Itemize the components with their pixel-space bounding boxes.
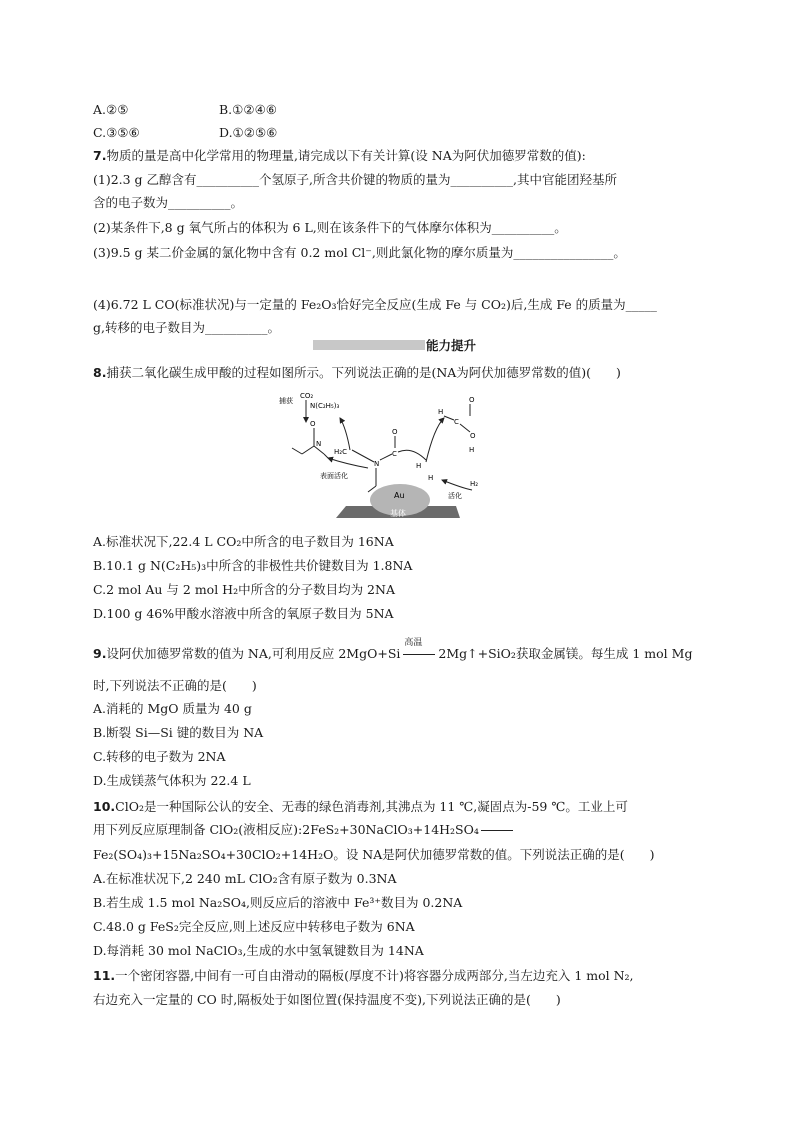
- q10-stem-a: ClO₂是一种国际公认的安全、无毒的绿色消毒剂,其沸点为 11 ℃,凝固点为-59 ℃。工业上可: [115, 799, 628, 814]
- curve-arrow-left: [340, 418, 350, 450]
- fa-bond-3: [460, 424, 470, 432]
- q8-option-a: A.标准状况下,22.4 L CO₂中所含的电子数目为 16NA: [93, 534, 394, 549]
- q11-stem-line: [93, 966, 634, 986]
- q10-option-a: A.在标准状况下,2 240 mL ClO₂含有原子数为 0.3NA: [93, 871, 397, 886]
- q9-option-a: A.消耗的 MgO 质量为 40 g: [93, 701, 252, 716]
- fa-oh-h-label: H: [469, 446, 475, 454]
- q10-option-b: B.若生成 1.5 mol Na₂SO₄,则反应后的溶液中 Fe³⁺数目为 0.2NA: [93, 895, 463, 910]
- activate-label: 活化: [448, 492, 462, 500]
- q10-stem-b: 用下列反应原理制备 ClO₂(液相反应):2FeS₂+30NaClO₃+14H₂SO₄: [93, 822, 479, 837]
- q10-equals-bar: [481, 830, 513, 831]
- q9-condition-sign: [400, 638, 438, 664]
- q10-option-d: D.每消耗 30 mol NaClO₃,生成的水中氢氧键数目为 14NA: [93, 943, 424, 958]
- fa-o-label: O: [470, 432, 476, 440]
- h2-label: H₂: [470, 480, 479, 488]
- q11-stem-a: 一个密闭容器,中间有一可自由滑动的隔板(厚度不计)将容器分成两部分,当左边充入 1 mol N₂,: [115, 968, 634, 983]
- q7-number: 7.: [93, 148, 107, 163]
- capture-label: 捕获: [279, 397, 293, 405]
- q7-part1-b: 含的电子数为__________。: [93, 195, 244, 210]
- q9-stem-line: [93, 638, 693, 664]
- q7-part2: (2)某条件下,8 g 氧气所占的体积为 6 L,则在该条件下的气体摩尔体积为__________。: [93, 220, 567, 235]
- q8-number: 8.: [93, 365, 107, 380]
- section-title: 能力提升: [426, 338, 477, 353]
- mid-o-label: O: [392, 428, 398, 436]
- surface-arrow: [328, 458, 368, 468]
- left-o-label: O: [310, 420, 316, 428]
- q6-option-a: A.②⑤: [93, 102, 129, 117]
- q9-option-d: D.生成镁蒸气体积为 22.4 L: [93, 773, 251, 788]
- q7-part4-a: (4)6.72 L CO(标准状况)与一定量的 Fe₂O₃恰好完全反应(生成 Fe 与 CO₂)后,生成 Fe 的质量为_____: [93, 297, 657, 312]
- q6-option-d: D.①②⑤⑥: [219, 125, 278, 140]
- fa-bond-2: [444, 416, 454, 420]
- q9-number: 9.: [93, 646, 107, 661]
- q9-stem-b: 2Mg↑+SiO₂获取金属镁。每生成 1 mol Mg: [438, 646, 693, 661]
- q9-equals-bar: [403, 654, 435, 655]
- mid-c-label: C: [392, 450, 397, 458]
- h2c-label: H₂C: [334, 448, 347, 456]
- mid-n-label: N: [374, 460, 380, 468]
- q7-part1-a: (1)2.3 g 乙醇含有__________个氢原子,所含共价键的物质的量为__________,其中官能团羟基所: [93, 172, 617, 187]
- q9-stem-a: 设阿伏加德罗常数的值为 NA,可利用反应 2MgO+Si: [106, 646, 401, 661]
- q8-stem: 捕获二氧化碳生成甲酸的过程如图所示。下列说法正确的是(NA为阿伏加德罗常数的值)( ): [106, 365, 621, 380]
- q7-stem-line: [93, 146, 586, 166]
- co2-label: CO₂: [300, 392, 314, 400]
- q7-part3: (3)9.5 g 某二价金属的氯化物中含有 0.2 mol Cl⁻,则此氯化物的摩尔质量为________________。: [93, 245, 626, 260]
- co2-capture-diagram: [276, 388, 479, 520]
- q8-option-d: D.100 g 46%甲酸水溶液中所含的氧原子数目为 5NA: [93, 606, 394, 621]
- fa-o-top: O: [469, 396, 475, 404]
- activate-arrow: [442, 480, 472, 490]
- q7-stem: 物质的量是高中化学常用的物理量,请完成以下有关计算(设 NA为阿伏加德罗常数的值):: [106, 148, 586, 163]
- fa-h-label: H: [438, 408, 444, 416]
- q9-stem-c: 时,下列说法不正确的是( ): [93, 678, 257, 693]
- section-bar: [313, 340, 425, 350]
- left-bond-4: [292, 448, 302, 454]
- left-bond-2: [302, 446, 314, 454]
- mid-bond-5: [368, 486, 376, 492]
- q8-option-b: B.10.1 g N(C₂H₅)₃中所含的非极性共价键数目为 1.8NA: [93, 558, 413, 573]
- q9-option-b: B.断裂 Si—Si 键的数目为 NA: [93, 725, 264, 740]
- mid-h-label-1: H: [416, 462, 422, 470]
- au-label: Au: [394, 491, 405, 500]
- surface-label: 表面活化: [320, 472, 348, 480]
- curve-arrow-right: [426, 418, 444, 462]
- fa-c-label: C: [454, 418, 459, 426]
- q11-number: 11.: [93, 968, 116, 983]
- mid-bond-1: [352, 450, 374, 462]
- q10-stem-line: [93, 797, 628, 817]
- q8-stem-line: [93, 363, 621, 383]
- q6-option-c: C.③⑤⑥: [93, 125, 140, 140]
- q11-stem-b: 右边充入一定量的 CO 时,隔板处于如图位置(保持温度不变),下列说法正确的是( ): [93, 992, 561, 1007]
- q7-part4-b: g,转移的电子数目为__________。: [93, 320, 280, 335]
- q6-option-b: B.①②④⑥: [219, 102, 277, 117]
- left-n-label: N: [316, 440, 322, 448]
- mid-h-label-2: H: [428, 474, 434, 482]
- mid-o-arc: [398, 450, 426, 460]
- q10-option-c: C.48.0 g FeS₂完全反应,则上述反应中转移电子数为 6NA: [93, 919, 415, 934]
- amine-label: N(C₂H₅)₃: [310, 402, 340, 410]
- q9-condition-text: 高温: [404, 638, 423, 648]
- base-label: 基体: [390, 509, 406, 518]
- q10-stem-c: Fe₂(SO₄)₃+15Na₂SO₄+30ClO₂+14H₂O。设 NA是阿伏加德罗常数的值。下列说法正确的是( ): [93, 847, 655, 862]
- mid-bond-2: [380, 454, 392, 460]
- q8-option-c: C.2 mol Au 与 2 mol H₂中所含的分子数目均为 2NA: [93, 582, 395, 597]
- q10-number: 10.: [93, 799, 116, 814]
- q10-stem-b-line: [93, 820, 513, 840]
- q9-option-c: C.转移的电子数为 2NA: [93, 749, 226, 764]
